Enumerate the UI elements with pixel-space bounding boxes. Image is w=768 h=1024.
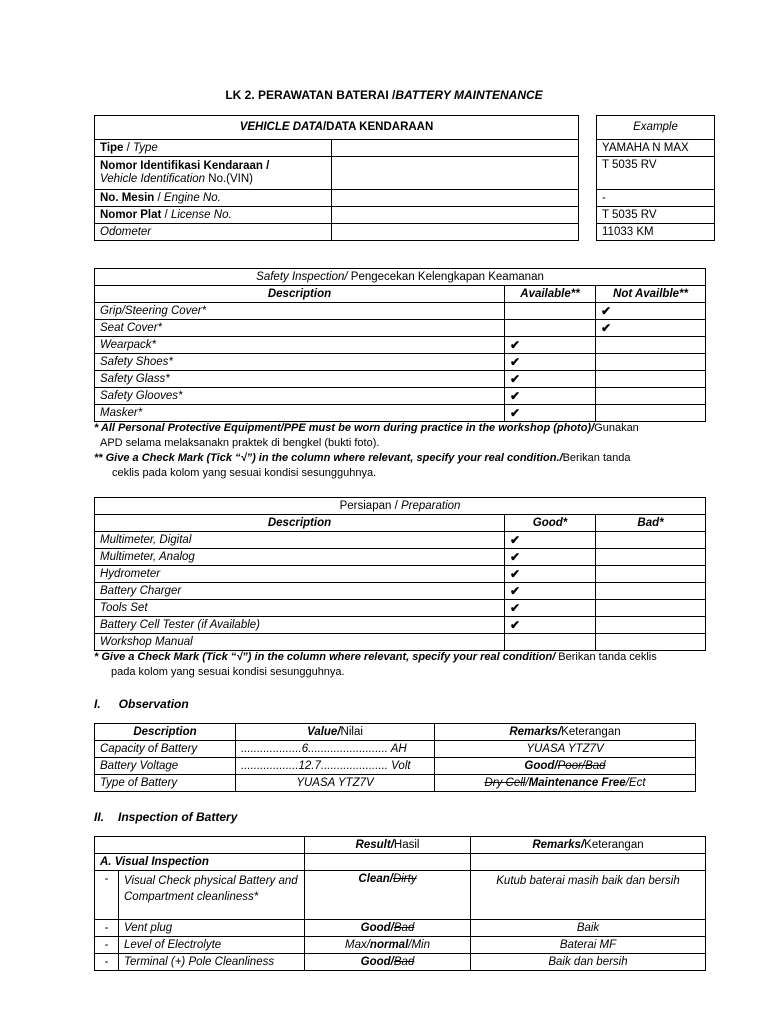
example-plate: T 5035 RV — [597, 207, 715, 224]
observation-table — [94, 723, 696, 792]
check-cell[interactable]: ✔ — [505, 388, 596, 405]
check-cell[interactable] — [596, 566, 706, 583]
inspection-heading: II. Inspection of Battery — [94, 810, 238, 824]
capacity-remark[interactable]: YUASA YTZ7V — [435, 741, 696, 758]
check-cell[interactable] — [596, 532, 706, 549]
check-cell[interactable] — [596, 388, 706, 405]
example-header: Example — [597, 116, 715, 140]
check-cell[interactable] — [596, 354, 706, 371]
vehicle-row-vin: Nomor Identifikasi Kendaraan / Vehicle Identification No.(VIN) — [95, 157, 579, 190]
cleanliness-result[interactable]: Clean/Dirty — [305, 871, 471, 920]
table-row: Battery Voltage ..................12.7..................... Volt Good/Poor/Bad — [95, 758, 696, 775]
check-cell[interactable] — [596, 600, 706, 617]
check-cell[interactable] — [505, 303, 596, 320]
vehicle-header: VEHICLE DATA/DATA KENDARAAN — [95, 116, 579, 140]
example-odometer: 11033 KM — [597, 224, 715, 241]
check-cell[interactable] — [596, 405, 706, 422]
example-engine: - — [597, 190, 715, 207]
inspection-group-row — [95, 854, 706, 871]
preparation-note: * Give a Check Mark (Tick “√”) in the column where relevant, specify your real condition/ Berikan tanda ceklis pada kolom yang sesuai kondisi sesungguhnya. — [94, 651, 657, 678]
table-row: Safety Glooves* ✔ — [95, 388, 706, 405]
check-cell[interactable] — [596, 549, 706, 566]
check-cell[interactable]: ✔ — [505, 566, 596, 583]
type-battery-value[interactable]: YUASA YTZ7V — [236, 775, 435, 792]
odometer-value[interactable] — [332, 224, 579, 241]
table-row: Tools Set ✔ — [95, 600, 706, 617]
check-cell[interactable] — [596, 583, 706, 600]
observation-header-row: Description Value/Nilai Remarks/Keterangan — [95, 724, 696, 741]
electrolyte-remark[interactable]: Baterai MF — [471, 937, 706, 954]
check-cell[interactable]: ✔ — [505, 371, 596, 388]
table-row: Wearpack* ✔ — [95, 337, 706, 354]
voltage-value[interactable]: ..................12.7..................... Volt — [236, 758, 435, 775]
voltage-remark[interactable]: Good/Poor/Bad — [435, 758, 696, 775]
plate-value[interactable] — [332, 207, 579, 224]
check-cell[interactable]: ✔ — [505, 583, 596, 600]
check-cell[interactable]: ✔ — [505, 600, 596, 617]
example-table — [596, 115, 715, 241]
visual-inspection-label: A. Visual Inspection — [95, 854, 305, 871]
table-row: - Level of Electrolyte Max/normal/Min Baterai MF — [95, 937, 706, 954]
example-vin: T 5035 RV — [597, 157, 715, 190]
check-cell[interactable] — [505, 634, 596, 651]
check-cell[interactable] — [596, 371, 706, 388]
safety-inspection-table — [94, 268, 706, 422]
vin-value[interactable] — [332, 157, 579, 190]
table-row: - Vent plug Good/Bad Baik — [95, 920, 706, 937]
table-row: Safety Glass* ✔ — [95, 371, 706, 388]
inspection-table — [94, 836, 706, 971]
electrolyte-result[interactable]: Max/normal/Min — [305, 937, 471, 954]
terminal-result[interactable]: Good/Bad — [305, 954, 471, 971]
check-cell[interactable]: ✔ — [596, 303, 706, 320]
engine-value[interactable] — [332, 190, 579, 207]
table-row: Safety Shoes* ✔ — [95, 354, 706, 371]
preparation-title: Persiapan / Preparation — [95, 498, 706, 515]
example-type: YAMAHA N MAX — [597, 140, 715, 157]
observation-heading: I. Observation — [94, 697, 189, 711]
safety-header-row: Description Available** Not Availble** — [95, 286, 706, 303]
table-row: Seat Cover* ✔ — [95, 320, 706, 337]
vent-plug-result[interactable]: Good/Bad — [305, 920, 471, 937]
table-row: Workshop Manual — [95, 634, 706, 651]
table-row: Multimeter, Digital ✔ — [95, 532, 706, 549]
table-row: Hydrometer ✔ — [95, 566, 706, 583]
check-cell[interactable]: ✔ — [505, 405, 596, 422]
inspection-header-row: Result/Hasil Remarks/Keterangan — [95, 837, 706, 854]
page-title: LK 2. PERAWATAN BATERAI /BATTERY MAINTENANCE — [225, 88, 543, 102]
type-value[interactable] — [332, 140, 579, 157]
check-cell[interactable] — [596, 617, 706, 634]
vehicle-header-row — [95, 116, 579, 140]
vehicle-data-table — [94, 115, 579, 241]
check-cell[interactable]: ✔ — [505, 354, 596, 371]
preparation-header-row: Description Good* Bad* — [95, 515, 706, 532]
safety-title: Safety Inspection/ Pengecekan Kelengkapan Keamanan — [95, 269, 706, 286]
check-cell[interactable]: ✔ — [505, 549, 596, 566]
safety-note-1: * All Personal Protective Equipment/PPE must be worn during practice in the workshop (photo)/Gunakan APD selama melaksanakn praktek di bengkel (bukti foto). — [94, 422, 639, 449]
table-row: - Visual Check physical Battery and Compartment cleanliness* Clean/Dirty Kutub baterai masih baik dan bersih — [95, 871, 706, 920]
table-row: - Terminal (+) Pole Cleanliness Good/Bad Baik dan bersih — [95, 954, 706, 971]
vehicle-row-type: Tipe / Type — [95, 140, 579, 157]
check-cell[interactable] — [596, 634, 706, 651]
check-cell[interactable] — [596, 337, 706, 354]
check-cell[interactable]: ✔ — [505, 617, 596, 634]
vehicle-row-plate: Nomor Plat / License No. — [95, 207, 579, 224]
check-cell[interactable]: ✔ — [505, 532, 596, 549]
check-cell[interactable]: ✔ — [596, 320, 706, 337]
preparation-table — [94, 497, 706, 651]
table-row: Battery Charger ✔ — [95, 583, 706, 600]
vehicle-row-odometer: Odometer — [95, 224, 579, 241]
vehicle-row-engine: No. Mesin / Engine No. — [95, 190, 579, 207]
safety-note-2: ** Give a Check Mark (Tick “√”) in the column where relevant, specify your real condition./Berikan tanda ceklis pada kolom yang sesuai kondisi sesungguhnya. — [94, 452, 631, 479]
check-cell[interactable]: ✔ — [505, 337, 596, 354]
vent-plug-remark[interactable]: Baik — [471, 920, 706, 937]
check-cell[interactable] — [505, 320, 596, 337]
table-row: Capacity of Battery ...................6......................... AH YUASA YTZ7V — [95, 741, 696, 758]
type-battery-remark[interactable]: Dry Cell/Maintenance Free/Ect — [435, 775, 696, 792]
terminal-remark[interactable]: Baik dan bersih — [471, 954, 706, 971]
table-row: Grip/Steering Cover* ✔ — [95, 303, 706, 320]
capacity-value[interactable]: ...................6......................... AH — [236, 741, 435, 758]
table-row: Multimeter, Analog ✔ — [95, 549, 706, 566]
cleanliness-remark[interactable]: Kutub baterai masih baik dan bersih — [471, 871, 706, 920]
table-row: Type of Battery YUASA YTZ7V Dry Cell/Maintenance Free/Ect — [95, 775, 696, 792]
table-row: Battery Cell Tester (if Available) ✔ — [95, 617, 706, 634]
table-row: Masker* ✔ — [95, 405, 706, 422]
